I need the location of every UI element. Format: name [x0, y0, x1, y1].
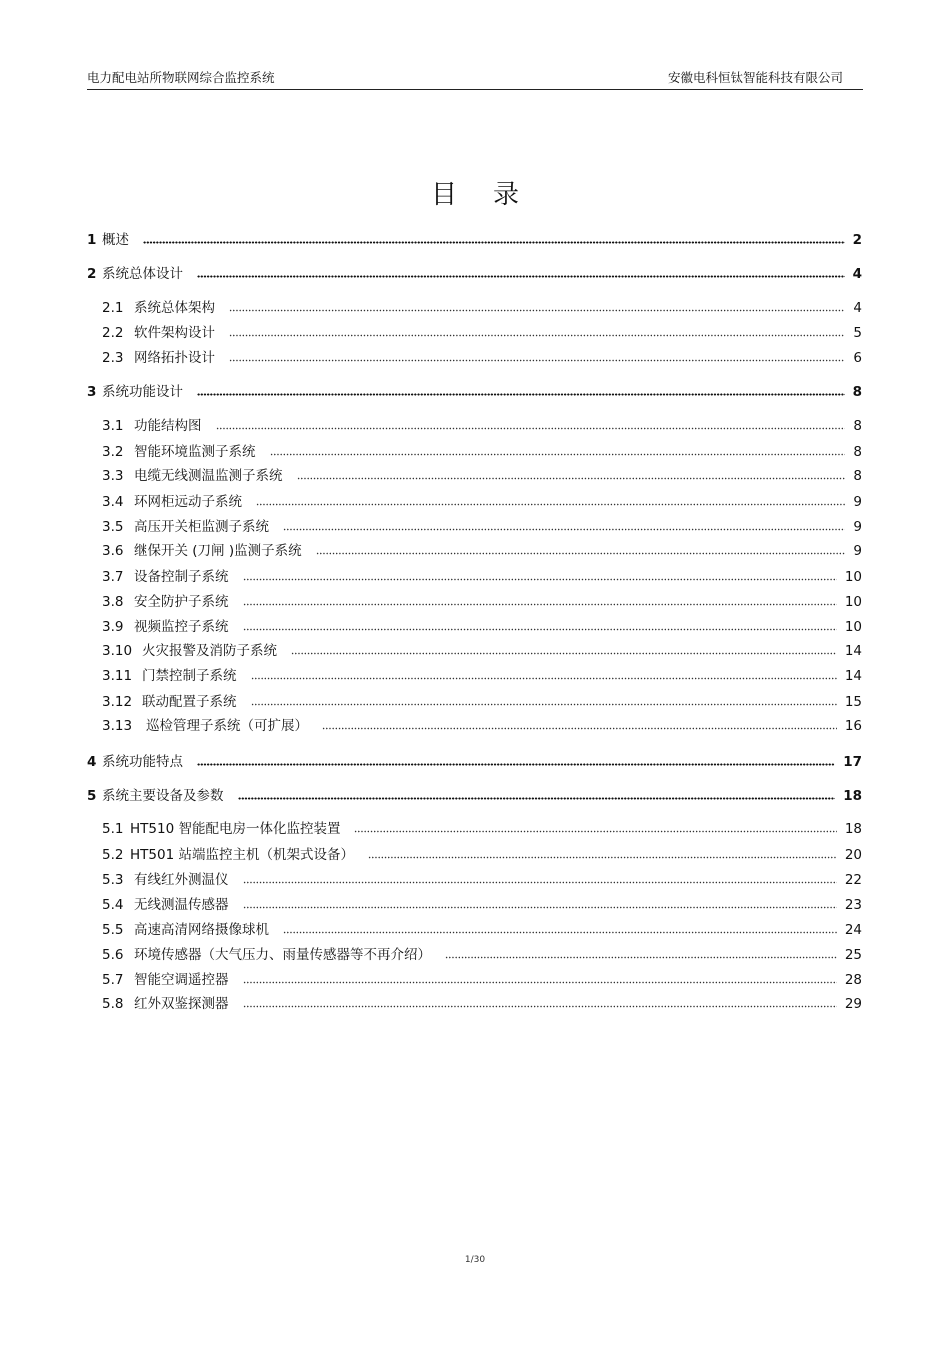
dot-leader	[445, 955, 837, 960]
toc-entry[interactable]	[102, 716, 862, 736]
toc-entry-label: 联动配置子系统	[142, 694, 237, 710]
toc-entry-number: 2	[87, 266, 97, 282]
toc-entry-label: 网络拓扑设计	[134, 350, 215, 366]
dot-leader	[243, 602, 837, 607]
toc-entry-page: 2	[852, 232, 862, 248]
toc-entry-number: 3	[87, 384, 97, 400]
toc-entry-page: 9	[853, 543, 862, 559]
dot-leader	[368, 855, 837, 860]
toc-entry-label: HT510 智能配电房一体化监控装置	[130, 821, 341, 837]
toc-entry-page: 4	[853, 300, 862, 316]
toc-entry[interactable]	[87, 752, 862, 772]
toc-entry[interactable]	[102, 641, 862, 661]
dot-leader	[243, 905, 837, 910]
toc-entry-label: 安全防护子系统	[134, 594, 229, 610]
toc-entry-page: 15	[844, 694, 862, 710]
toc-entry-page: 4	[852, 266, 862, 282]
toc-entry-page: 6	[853, 350, 862, 366]
toc-entry-label: 系统总体架构	[134, 300, 215, 316]
toc-entry-page: 14	[844, 668, 862, 684]
toc-entry[interactable]	[87, 382, 862, 402]
page-header	[87, 67, 863, 90]
toc-entry-label: 视频监控子系统	[134, 619, 229, 635]
toc-entry-number: 3.4	[102, 494, 124, 510]
toc-entry-number: 5.1	[102, 821, 124, 837]
dot-leader	[322, 726, 837, 731]
toc-entry[interactable]	[102, 970, 862, 990]
toc-entry-page: 10	[844, 569, 862, 585]
dot-leader	[197, 392, 845, 397]
toc-entry[interactable]	[102, 870, 862, 890]
toc-entry-number: 3.5	[102, 519, 124, 535]
toc-entry-label: 智能环境监测子系统	[134, 444, 256, 460]
toc-entry-page: 16	[844, 718, 862, 734]
toc-entry-number: 5.6	[102, 947, 124, 963]
toc-entry-number: 3.8	[102, 594, 124, 610]
toc-entry[interactable]	[102, 845, 862, 865]
dot-leader	[256, 502, 845, 507]
toc-entry[interactable]	[87, 264, 862, 284]
toc-entry-page: 23	[844, 897, 862, 913]
toc-entry-page: 10	[844, 619, 862, 635]
toc-entry-label: 门禁控制子系统	[142, 668, 237, 684]
dot-leader	[316, 551, 846, 556]
toc-entry-number: 2.1	[102, 300, 124, 316]
toc-entry[interactable]	[102, 592, 862, 612]
toc-entry-number: 3.11	[102, 668, 133, 684]
dot-leader	[243, 980, 837, 985]
header-company-name: 安徽电科恒钛智能科技有限公司	[667, 70, 843, 85]
dot-leader	[297, 476, 846, 481]
dot-leader	[243, 880, 837, 885]
dot-leader	[354, 829, 836, 834]
toc-entry-label: 电缆无线测温监测子系统	[134, 468, 283, 484]
toc-entry-page: 18	[844, 821, 862, 837]
toc-entry[interactable]	[102, 920, 862, 940]
toc-entry-label: 有线红外测温仪	[134, 872, 229, 888]
toc-entry-page: 10	[844, 594, 862, 610]
toc-entry-label: 系统总体设计	[102, 266, 183, 282]
toc-entry-number: 2.3	[102, 350, 124, 366]
toc-entry-page: 8	[853, 468, 862, 484]
toc-entry-label: 红外双鉴探测器	[134, 996, 229, 1012]
toc-entry-label: 系统功能特点	[102, 754, 183, 770]
toc-entry[interactable]	[102, 567, 862, 587]
toc-entry-label: 火灾报警及消防子系统	[142, 643, 277, 659]
dot-leader	[229, 358, 845, 363]
toc-entry-number: 3.1	[102, 418, 124, 434]
toc-entry-page: 24	[844, 922, 862, 938]
toc-entry[interactable]	[102, 895, 862, 915]
toc-entry-page: 18	[843, 788, 862, 804]
toc-entry[interactable]	[102, 666, 862, 686]
toc-entry-number: 3.7	[102, 569, 124, 585]
toc-entry-label: 设备控制子系统	[134, 569, 229, 585]
toc-entry-label: 环网柜远动子系统	[134, 494, 242, 510]
toc-entry-label: 环境传感器（大气压力、雨量传感器等不再介绍）	[134, 947, 431, 963]
toc-entry-number: 3.9	[102, 619, 124, 635]
toc-entry-label: 概述	[102, 232, 129, 248]
toc-entry[interactable]	[102, 416, 862, 436]
header-document-title: 电力配电站所物联网综合监控系统	[87, 70, 275, 85]
dot-leader	[251, 676, 837, 681]
toc-entry-number: 4	[87, 754, 97, 770]
dot-leader	[238, 796, 836, 801]
toc-entry-number: 5.4	[102, 897, 124, 913]
toc-entry[interactable]	[102, 442, 862, 462]
toc-entry[interactable]	[102, 945, 862, 965]
toc-entry-page: 22	[844, 872, 862, 888]
toc-entry-number: 1	[87, 232, 97, 248]
toc-entry[interactable]	[102, 492, 862, 512]
dot-leader	[197, 274, 845, 279]
toc-entry-number: 2.2	[102, 325, 124, 341]
toc-title: 目录	[430, 180, 555, 210]
toc-entry-page: 8	[853, 418, 862, 434]
toc-entry-number: 3.10	[102, 643, 133, 659]
toc-entry-page: 5	[853, 325, 862, 341]
toc-entry-page: 8	[853, 444, 862, 460]
dot-leader	[291, 651, 837, 656]
toc-entry-number: 5.7	[102, 972, 124, 988]
toc-entry-label: 继保开关 (刀闸 )监测子系统	[134, 543, 302, 559]
toc-entry-number: 3.13	[102, 718, 133, 734]
toc-entry[interactable]	[87, 786, 862, 806]
toc-entry[interactable]	[102, 994, 862, 1014]
dot-leader	[243, 577, 837, 582]
toc-entry-number: 3.12	[102, 694, 133, 710]
toc-entry[interactable]	[102, 819, 862, 839]
toc-entry-number: 5.2	[102, 847, 124, 863]
toc-entry-number: 5.3	[102, 872, 124, 888]
toc-entry-number: 3.6	[102, 543, 124, 559]
dot-leader	[243, 627, 837, 632]
toc-entry[interactable]	[102, 692, 862, 712]
toc-entry-page: 8	[852, 384, 862, 400]
toc-entry[interactable]	[102, 348, 862, 368]
toc-entry[interactable]	[87, 230, 862, 250]
toc-entry-page: 17	[843, 754, 862, 770]
toc-entry-number: 3.2	[102, 444, 124, 460]
toc-entry-page: 9	[853, 494, 862, 510]
toc-entry-page: 29	[844, 996, 862, 1012]
toc-entry-number: 5	[87, 788, 97, 804]
toc-entry-label: HT501 站端监控主机（机架式设备）	[130, 847, 354, 863]
toc-entry-label: 系统功能设计	[102, 384, 183, 400]
toc-entry-page: 28	[844, 972, 862, 988]
dot-leader	[229, 308, 845, 313]
toc-entry-label: 功能结构图	[134, 418, 202, 434]
toc-entry-label: 软件架构设计	[134, 325, 215, 341]
toc-entry-number: 3.3	[102, 468, 124, 484]
toc-entry-page: 14	[844, 643, 862, 659]
toc-entry-page: 20	[844, 847, 862, 863]
toc-entry-number: 5.5	[102, 922, 124, 938]
toc-entry-label: 巡检管理子系统（可扩展）	[146, 718, 308, 734]
toc-entry[interactable]	[102, 298, 862, 318]
toc-entry-page: 9	[853, 519, 862, 535]
toc-entry[interactable]	[102, 617, 862, 637]
dot-leader	[251, 702, 837, 707]
dot-leader	[283, 930, 837, 935]
toc-entry-label: 智能空调遥控器	[134, 972, 229, 988]
dot-leader	[216, 426, 846, 431]
dot-leader	[197, 762, 835, 767]
dot-leader	[283, 527, 845, 532]
toc-entry[interactable]	[102, 466, 862, 486]
toc-entry-label: 系统主要设备及参数	[102, 788, 224, 804]
toc-entry-label: 高压开关柜监测子系统	[134, 519, 269, 535]
toc-entry[interactable]	[102, 517, 862, 537]
toc-entry[interactable]	[102, 323, 862, 343]
dot-leader	[143, 240, 845, 245]
dot-leader	[229, 333, 845, 338]
toc-entry[interactable]	[102, 541, 862, 561]
toc-entry-number: 5.8	[102, 996, 124, 1012]
page-number: 1/30	[464, 1255, 486, 1265]
toc-entry-label: 无线测温传感器	[134, 897, 229, 913]
dot-leader	[270, 452, 846, 457]
toc-entry-page: 25	[844, 947, 862, 963]
dot-leader	[243, 1004, 837, 1009]
toc-entry-label: 高速高清网络摄像球机	[134, 922, 269, 938]
